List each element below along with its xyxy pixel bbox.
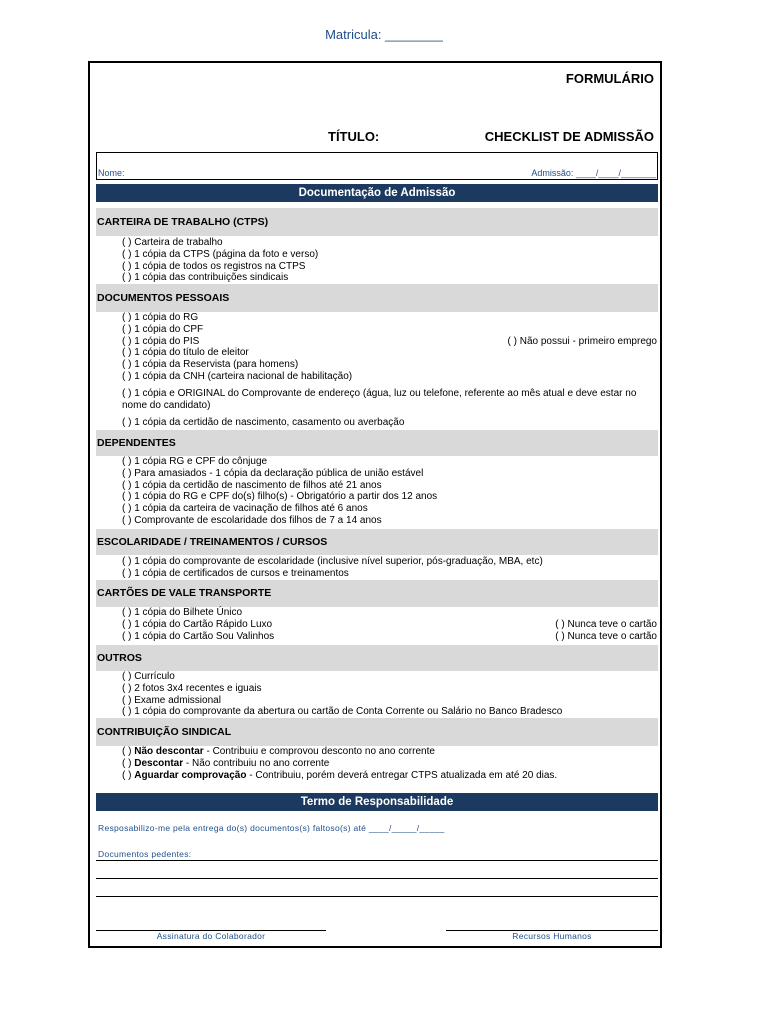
employee-signature-label: Assinatura do Colaborador	[156, 931, 266, 941]
checklist-item: ( ) 2 fotos 3x4 recentes e iguais	[122, 682, 262, 694]
nunca-teve-note: ( ) Nunca teve o cartão	[555, 618, 657, 630]
checklist-item: ( ) Comprovante de escolaridade dos filhos de 7 a 14 anos	[122, 514, 382, 526]
sindical-items	[122, 746, 657, 781]
pending-documents-label: Documentos pedentes:	[98, 849, 192, 859]
name-box	[96, 152, 658, 180]
checklist-item	[122, 336, 657, 348]
checklist-item: ( ) Para amasiados - 1 cópia da declaração pública de união estável	[122, 467, 424, 479]
checklist-item	[122, 770, 657, 782]
checklist-item-label: ( ) 1 cópia do PIS	[122, 335, 200, 347]
pessoais-items	[122, 312, 657, 383]
checklist-item: ( ) 1 cópia e ORIGINAL do Comprovante de endereço (água, luz ou telefone, referente ao mês atual e deve estar no nome do candidato)	[122, 388, 637, 411]
checklist-item: ( ) 1 cópia da certidão de nascimento, casamento ou averbação	[122, 417, 405, 428]
name-label: Nome:	[98, 168, 125, 178]
checkbox-mark: ( )	[122, 769, 135, 781]
checklist-item: ( ) 1 cópia do RG e CPF do(s) filho(s) - Obrigatório a partir dos 12 anos	[122, 491, 438, 503]
checklist-item: ( ) 1 cópia da Reservista (para homens)	[122, 359, 299, 371]
option-description: - Não contribuiu no ano corrente	[183, 757, 330, 769]
form-frame	[88, 61, 662, 948]
checkbox-mark: ( )	[122, 757, 135, 769]
outros-items	[122, 671, 657, 718]
matricula-field: Matricula: ________	[325, 27, 443, 42]
pending-line	[96, 878, 658, 879]
termo-section-header: Termo de Responsabilidade	[96, 793, 658, 811]
section-dependentes: DEPENDENTES	[96, 430, 658, 456]
checklist-item-label: ( ) 1 cópia do Cartão Sou Valinhos	[122, 630, 275, 642]
admission-date-label: Admissão: ____/____/_______	[531, 168, 656, 178]
hr-signature-label: Recursos Humanos	[512, 931, 592, 941]
form-title: CHECKLIST DE ADMISSÃO	[484, 129, 654, 144]
option-label: Descontar	[134, 757, 184, 769]
checklist-item: ( ) 1 cópia do título de eleitor	[122, 347, 249, 359]
form-type-label: FORMULÁRIO	[565, 71, 654, 86]
endereco-item-wrap	[122, 388, 642, 412]
checklist-item: ( ) 1 cópia de certificados de cursos e treinamentos	[122, 567, 349, 579]
checklist-item	[122, 758, 657, 770]
checkbox-mark: ( )	[122, 746, 135, 757]
checklist-item: ( ) 1 cópia do RG	[122, 312, 199, 323]
checklist-item: ( ) 1 cópia da certidão de nascimento de filhos até 21 anos	[122, 479, 382, 491]
section-ctps: CARTEIRA DE TRABALHO (CTPS)	[96, 208, 658, 236]
certidao-item-wrap	[122, 417, 657, 429]
checklist-item: ( ) 1 cópia do comprovante de escolaridade (inclusive nível superior, pós-graduação, MBA, etc)	[122, 556, 543, 567]
pending-line	[96, 896, 658, 897]
option-label: Não descontar	[134, 746, 204, 757]
pis-note: ( ) Não possui - primeiro emprego	[507, 335, 657, 347]
checklist-item-label: ( ) 1 cópia do Cartão Rápido Luxo	[122, 618, 273, 630]
pending-line	[96, 860, 658, 861]
responsibility-statement: Resposabilizo-me pela entrega do(s) documentos(s) faltoso(s) até ____/_____/_____	[98, 823, 445, 833]
escolaridade-items	[122, 556, 657, 580]
checklist-item: ( ) 1 cópia da CTPS (página da foto e verso)	[122, 248, 319, 260]
checklist-item: ( ) 1 cópia do comprovante da abertura ou cartão de Conta Corrente ou Salário no Banco Bradesco	[122, 706, 563, 718]
checklist-item: ( ) 1 cópia RG e CPF do cônjuge	[122, 456, 268, 467]
checklist-item: ( ) 1 cópia do CPF	[122, 323, 204, 335]
section-documentos-pessoais: DOCUMENTOS PESSOAIS	[96, 284, 658, 312]
vale-items	[122, 607, 657, 642]
checklist-item: ( ) 1 cópia do Bilhete Único	[122, 607, 243, 618]
title-label: TÍTULO:	[328, 129, 380, 144]
doc-section-header: Documentação de Admissão	[96, 184, 658, 202]
section-contribuicao-sindical: CONTRIBUIÇÃO SINDICAL	[96, 718, 658, 746]
checklist-item: ( ) Currículo	[122, 671, 175, 682]
section-vale-transporte: CARTÕES DE VALE TRANSPORTE	[96, 580, 658, 607]
section-escolaridade: ESCOLARIDADE / TREINAMENTOS / CURSOS	[96, 529, 658, 555]
checklist-item: ( ) Carteira de trabalho	[122, 237, 223, 248]
dependentes-items	[122, 456, 657, 527]
option-description: - Contribuiu e comprovou desconto no ano corrente	[203, 746, 435, 757]
checklist-item: ( ) 1 cópia de todos os registros na CTPS	[122, 260, 306, 272]
checklist-item	[122, 746, 657, 758]
option-description: - Contribuiu, porém deverá entregar CTPS atualizada em até 20 dias.	[246, 769, 558, 781]
checklist-item: ( ) 1 cópia da carteira de vacinação de filhos até 6 anos	[122, 503, 368, 515]
checklist-item	[122, 619, 657, 631]
checklist-item: ( ) 1 cópia da CNH (carteira nacional de habilitação)	[122, 370, 353, 382]
checklist-item: ( ) Exame admissional	[122, 694, 221, 706]
checklist-item	[122, 631, 657, 643]
checklist-item: ( ) 1 cópia das contribuições sindicais	[122, 272, 289, 284]
ctps-items	[122, 237, 657, 284]
section-outros: OUTROS	[96, 645, 658, 671]
nunca-teve-note: ( ) Nunca teve o cartão	[555, 630, 657, 642]
option-label: Aguardar comprovação	[134, 769, 247, 781]
